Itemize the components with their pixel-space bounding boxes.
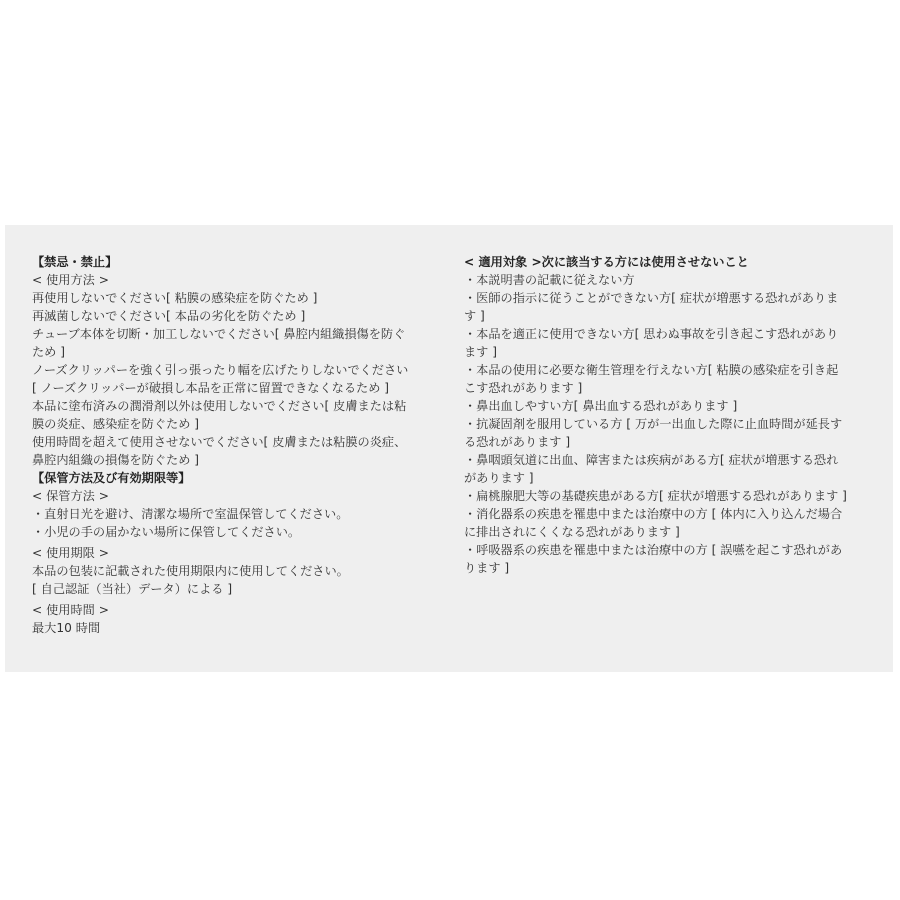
- storage-method-label: < 保管方法 >: [32, 489, 109, 503]
- usage-line: ため ]: [32, 345, 66, 359]
- contraindication-line: に排出されにくくなる恐れがあります ]: [464, 525, 680, 539]
- storage-heading: 【保管方法及び有効期限等】: [32, 471, 191, 485]
- contraindication-line: ・抗凝固剤を服用している方 [ 万が一出血した際に止血時間が延長す: [464, 417, 843, 431]
- duration-label: < 使用時間 >: [32, 603, 109, 617]
- usage-line: 鼻腔内組織の損傷を防ぐため ]: [32, 453, 200, 467]
- contraindication-line: す ]: [464, 309, 485, 323]
- contraindication-line: ・呼吸器系の疾患を罹患中または治療中の方 [ 誤嚥を起こす恐れがあ: [464, 543, 843, 557]
- contraindication-line: ・鼻出血しやすい方[ 鼻出血する恐れがあります ]: [464, 399, 738, 413]
- right-column: [464, 253, 869, 577]
- usage-line: 使用時間を超えて使用させないでください[ 皮膚または粘膜の炎症、: [32, 435, 407, 449]
- usage-line: 再使用しないでください[ 粘膜の感染症を防ぐため ]: [32, 291, 318, 305]
- expiry-label: < 使用期限 >: [32, 546, 109, 560]
- contraindication-line: ・本説明書の記載に従えない方: [464, 273, 635, 287]
- usage-line: 膜の炎症、感染症を防ぐため ]: [32, 417, 200, 431]
- prohibition-heading: 【禁忌・禁止】: [32, 255, 118, 269]
- usage-line: チューブ本体を切断・加工しないでください[ 鼻腔内組織損傷を防ぐ: [32, 327, 406, 341]
- contraindication-line: こす恐れがあります ]: [464, 381, 583, 395]
- contraindication-line: ・鼻咽頭気道に出血、障害または疾病がある方[ 症状が増悪する恐れ: [464, 453, 839, 467]
- contraindication-line: ・扁桃腺肥大等の基礎疾患がある方[ 症状が増悪する恐れがあります ]: [464, 489, 847, 503]
- contraindication-line: ます ]: [464, 345, 498, 359]
- contraindication-line: る恐れがあります ]: [464, 435, 571, 449]
- storage-line: ・直射日光を避け、清潔な場所で室温保管してください。: [32, 507, 349, 521]
- usage-line: [ ノーズクリッパーが破損し本品を正常に留置できなくなるため ]: [32, 381, 390, 395]
- usage-line: 再滅菌しないでください[ 本品の劣化を防ぐため ]: [32, 309, 306, 323]
- left-column: [32, 253, 432, 637]
- contraindication-line: ・本品の使用に必要な衛生管理を行えない方[ 粘膜の感染症を引き起: [464, 363, 839, 377]
- usage-line: ノーズクリッパーを強く引っ張ったり幅を広げたりしないでください: [32, 363, 409, 377]
- usage-method-label: < 使用方法 >: [32, 273, 109, 287]
- storage-line: ・小児の手の届かない場所に保管してください。: [32, 525, 301, 539]
- contraindication-line: ・医師の指示に従うことができない方[ 症状が増悪する恐れがありま: [464, 291, 839, 305]
- contraindication-line: ります ]: [464, 561, 510, 575]
- expiry-line: 本品の包装に記載された使用期限内に使用してください。: [32, 564, 349, 578]
- expiry-line: [ 自己認証（当社）データ）による ]: [32, 582, 233, 596]
- contraindication-line: ・本品を適正に使用できない方[ 思わぬ事故を引き起こす恐れがあり: [464, 327, 839, 341]
- contraindication-line: ・消化器系の疾患を罹患中または治療中の方 [ 体内に入り込んだ場合: [464, 507, 843, 521]
- usage-line: 本品に塗布済みの潤滑剤以外は使用しないでください[ 皮膚または粘: [32, 399, 407, 413]
- info-panel: [5, 225, 893, 672]
- duration-value: 最大10 時間: [32, 621, 101, 635]
- contraindication-line: があります ]: [464, 471, 534, 485]
- applicable-heading: < 適用対象 >次に該当する方には使用させないこと: [464, 255, 749, 269]
